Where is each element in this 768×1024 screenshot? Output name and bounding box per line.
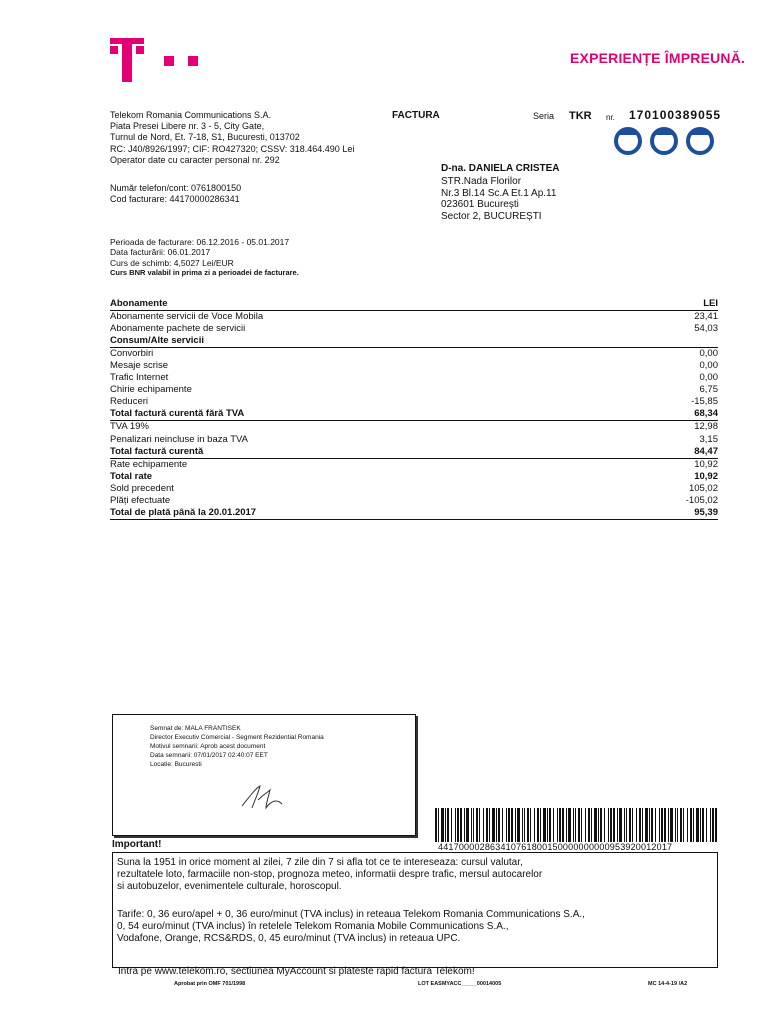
invoice-row: [110, 335, 718, 348]
invoice-row: [110, 372, 718, 384]
row-value: 68,34: [694, 408, 718, 420]
handwritten-signature: [236, 782, 296, 810]
period-line: Perioada de facturare: 06.12.2016 - 05.01.2017: [110, 237, 290, 247]
row-value: 12,98: [694, 421, 718, 433]
sign-location: Locatie: Bucuresti: [150, 761, 202, 768]
barcode-icon: [435, 808, 717, 842]
invoice-row: [110, 421, 718, 433]
exchange-note: Curs BNR valabil in prima zi a perioadei de facturare.: [110, 267, 299, 277]
barcode-number: 4417000028634107618001500000000009539200120​17: [438, 842, 673, 852]
invoice-row: [110, 311, 718, 323]
info-paragraph: [117, 857, 542, 894]
telekom-logo: [110, 38, 202, 82]
invoice-row: [110, 408, 718, 421]
row-value: 10,92: [694, 458, 718, 470]
row-label: TVA 19%: [110, 421, 149, 433]
invoice-row: [110, 483, 718, 495]
serie-value: TKR: [569, 110, 592, 122]
row-label: Chirie echipamente: [110, 384, 192, 396]
row-value: 105,02: [688, 482, 718, 494]
address-line: Nr.3 Bl.14 Sc.A Et.1 Ap.11: [441, 187, 557, 199]
row-value: 54,03: [694, 323, 718, 335]
client-address: [441, 176, 556, 222]
signature-details: [150, 724, 324, 769]
row-value: 23,41: [694, 311, 718, 323]
serie-label: Seria: [533, 111, 555, 121]
row-label: Total rate: [110, 470, 153, 482]
document-title: FACTURA: [392, 110, 440, 121]
row-value: 95,39: [694, 506, 718, 518]
footer-code: LOT EASMYACC_____00014005: [418, 981, 502, 987]
billing-period: [110, 237, 299, 278]
row-value: -105,02: [685, 494, 718, 506]
sign-date: Data semnarii: 07/01/2017 02:40:07 EET: [150, 752, 268, 759]
row-label: Total factură curentă: [110, 445, 204, 457]
account-details: [110, 183, 241, 205]
invoice-row: [110, 507, 718, 520]
tariff-line: Vodafone, Orange, RCS&RDS, 0, 45 euro/minut (TVA inclus) in reteaua UPC.: [117, 933, 461, 945]
company-details: [110, 110, 354, 166]
row-value: 6,75: [699, 384, 718, 396]
info-line: Suna la 1951 in orice moment al zilei, 7 zile din 7 si afla tot ce te intereseaza: cursul valutar,: [117, 857, 523, 868]
billing-code: Cod facturare: 44170000286341: [110, 194, 240, 204]
row-value: 0,00: [699, 372, 718, 384]
row-label: Penalizari neincluse in baza TVA: [110, 433, 249, 445]
tariff-line: Tarife: 0, 36 euro/apel + 0, 36 euro/minut (TVA inclus) in reteaua Telekom Romania Communications S.A.,: [117, 909, 585, 920]
address-line: STR.Nada Florilor: [441, 176, 522, 187]
invoice-row: [110, 298, 718, 311]
invoice-number: 170100389055: [629, 108, 722, 122]
address-line: Sector 2, BUCUREȘTI: [441, 210, 542, 222]
footer-code: MC 14-4-19 /A2: [648, 981, 688, 987]
row-label: Sold precedent: [110, 482, 174, 494]
row-label: Abonamente: [110, 298, 168, 309]
row-value: 0,00: [699, 348, 718, 360]
invoice-row: [110, 471, 718, 483]
row-label: Trafic Internet: [110, 372, 169, 384]
invoice-row: [110, 459, 718, 471]
signed-by: Semnat de: MALA FRANTISEK: [150, 725, 241, 732]
invoice-row: [110, 434, 718, 446]
tariff-paragraph: [117, 909, 585, 946]
row-value: 84,47: [694, 445, 718, 457]
row-label: Rate echipamente: [110, 458, 188, 470]
row-label: Total factură curentă fără TVA: [110, 408, 245, 420]
row-value: -15,85: [691, 396, 718, 408]
client-name: D-na. DANIELA CRISTEA: [441, 163, 560, 174]
invoice-row: [110, 360, 718, 372]
address-line: 023601 București: [441, 199, 519, 210]
row-label: Abonamente servicii de Voce Mobila: [110, 311, 264, 323]
footer-code: Aprobat prin OMF 701/1998: [174, 981, 246, 987]
number-label: nr.: [606, 113, 615, 122]
signer-title: Director Executiv Comercial - Segment Rezidential Romania: [150, 734, 324, 741]
important-title: Important!: [112, 839, 162, 850]
company-name: Telekom Romania Communications S.A.: [110, 110, 272, 120]
row-label: Plăți efectuate: [110, 494, 171, 506]
sign-reason: Motivul semnarii: Aprob acest document: [150, 743, 266, 750]
info-line: rezultatele loto, farmaciile non-stop, prognoza meteo, informatii despre trafic, mersul autocarelor: [117, 869, 543, 881]
company-address-line: Piata Presei Libere nr. 3 - 5, City Gate,: [110, 121, 265, 132]
exchange-rate: Curs de schimb: 4,5027 Lei/EUR: [110, 257, 234, 268]
row-label: Consum/Alte servicii: [110, 335, 204, 347]
company-operator: Operator date cu caracter personal nr. 292: [110, 154, 280, 165]
invoice-date: Data facturării: 06.01.2017: [110, 247, 211, 258]
phone-account: Număr telefon/cont: 0761800150: [110, 183, 242, 193]
invoice-table: [110, 298, 718, 520]
row-value: 0,00: [699, 360, 718, 372]
invoice-row: [110, 446, 718, 459]
invoice-row: [110, 323, 718, 335]
invoice-row: [110, 495, 718, 507]
row-label: Reduceri: [110, 396, 149, 408]
certification-logos-icon: [612, 126, 724, 156]
row-label: Abonamente pachete de servicii: [110, 323, 246, 335]
row-label: Mesaje scrise: [110, 360, 169, 372]
tariff-line: 0, 54 euro/minut (TVA inclus) în retelele Telekom Romania Mobile Communications S.A.,: [117, 921, 509, 933]
row-value: LEI: [703, 298, 718, 309]
info-line: si autobuzelor, evenimentele culturale, horoscopul.: [117, 881, 342, 893]
company-address-line: Turnul de Nord, Et. 7-18, S1, Bucuresti, 013702: [110, 132, 300, 143]
invoice-row: [110, 396, 718, 408]
invoice-row: [110, 384, 718, 396]
row-label: Total de plată până la 20.01.2017: [110, 506, 257, 518]
row-value: 10,92: [694, 470, 718, 482]
slogan: EXPERIENȚE ÎMPREUNĂ.: [570, 50, 746, 66]
footer-message: Intra pe www.telekom.ro, sectiunea MyAccount si plateste rapid factura Telekom!: [118, 966, 475, 977]
company-registration: RC: J40/8926/1997; CIF: RO427320; CSSV: 318.464.490 Lei: [110, 143, 355, 154]
row-label: Convorbiri: [110, 348, 154, 360]
invoice-row: [110, 348, 718, 360]
row-value: 3,15: [699, 433, 718, 445]
